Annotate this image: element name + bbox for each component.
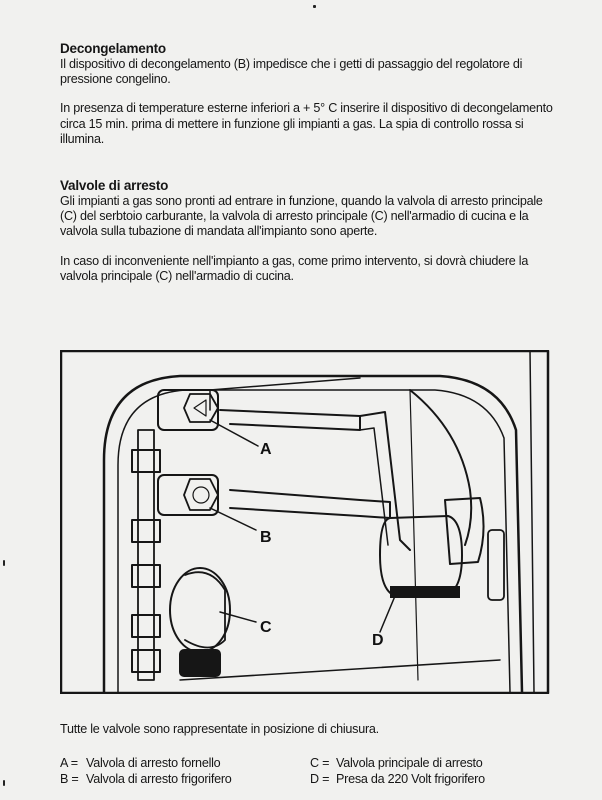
legend-key: A = [60,756,78,770]
back-wall-line [530,350,534,692]
label-b: B [260,529,272,546]
section-decongelamento [60,41,560,147]
section-valvole-di-arresto [60,178,560,284]
scan-speck [3,780,5,786]
valve-c-handle [185,572,225,647]
section-title: Valvole di arresto [60,178,169,193]
leader-d [380,596,395,632]
socket-d-shadow [390,586,460,598]
cable [410,390,471,545]
scan-speck [3,560,5,566]
legend-text: Valvola di arresto fornello [86,756,221,770]
pipe-b [230,490,390,518]
legend [60,756,580,787]
legend-item-c [310,756,483,772]
label-d: D [372,632,384,649]
legend-row [60,756,580,772]
valve-a-knob [184,394,218,422]
pipe-top [210,378,360,410]
fitting [132,520,160,542]
manifold-pipe [138,430,154,680]
side-bracket [488,530,504,600]
fitting [132,565,160,587]
valve-c-base [180,650,220,676]
legend-text: Presa da 220 Volt frigorifero [336,771,485,786]
pipe-a-rise [360,412,410,550]
fitting [132,650,160,672]
fitting [132,615,160,637]
label-c: C [260,619,272,636]
valve-a-knob-detail [194,400,206,416]
valve-illustration [60,350,550,694]
leader-b [210,508,256,530]
figure-caption: Tutte le valvole sono rappresentate in posizione di chiusura. [60,722,379,736]
valve-b-knob-detail [193,487,209,503]
paragraph: In presenza di temperature esterne inferiori a + 5° C inserire il dispositivo di decongelamento circa 15 min. prima di mettere in funzione gli impianti a gas. La spia di controllo rossa si illumina. [60,101,553,146]
valve-b-knob [184,479,218,510]
valve-c-body [170,568,230,652]
legend-item-a [60,756,310,772]
back-wall-line [180,660,500,680]
paragraph: Gli impianti a gas sono pronti ad entrare in funzione, quando la valvola di arresto principale (C) del serbtoio carburante, la valvola di arresto principale (C) nell'armadio di cucina e la valvola sulla tubazione di mandata all'impianto sono aperte. [60,194,543,239]
legend-key: B = [60,771,79,786]
label-a: A [260,441,272,458]
paragraph: Il dispositivo di decongelamento (B) impedisce che i getti di passaggio del regolatore di pressione congelino. [60,57,523,87]
scan-speck [313,5,316,8]
legend-row [60,772,580,788]
valve-diagram [60,350,550,694]
legend-item-d [310,772,485,788]
legend-text: Valvola di arresto frigorifero [86,771,232,786]
valve-a-body [158,390,218,430]
pipe-a-rise-inner [360,428,388,545]
fitting [132,450,160,472]
legend-text: Valvola principale di arresto [336,756,483,770]
legend-key: C = [310,756,330,770]
socket-d-plug [445,498,484,564]
legend-key: D = [310,771,330,786]
paragraph: In caso di inconveniente nell'impianto a gas, come primo intervento, si dovrà chiudere la valvola principale (C) nell'armadio di cucina. [60,253,529,283]
back-wall-line [410,390,418,680]
section-title: Decongelamento [60,41,166,56]
legend-item-b [60,772,310,788]
pipe-a [220,410,360,430]
